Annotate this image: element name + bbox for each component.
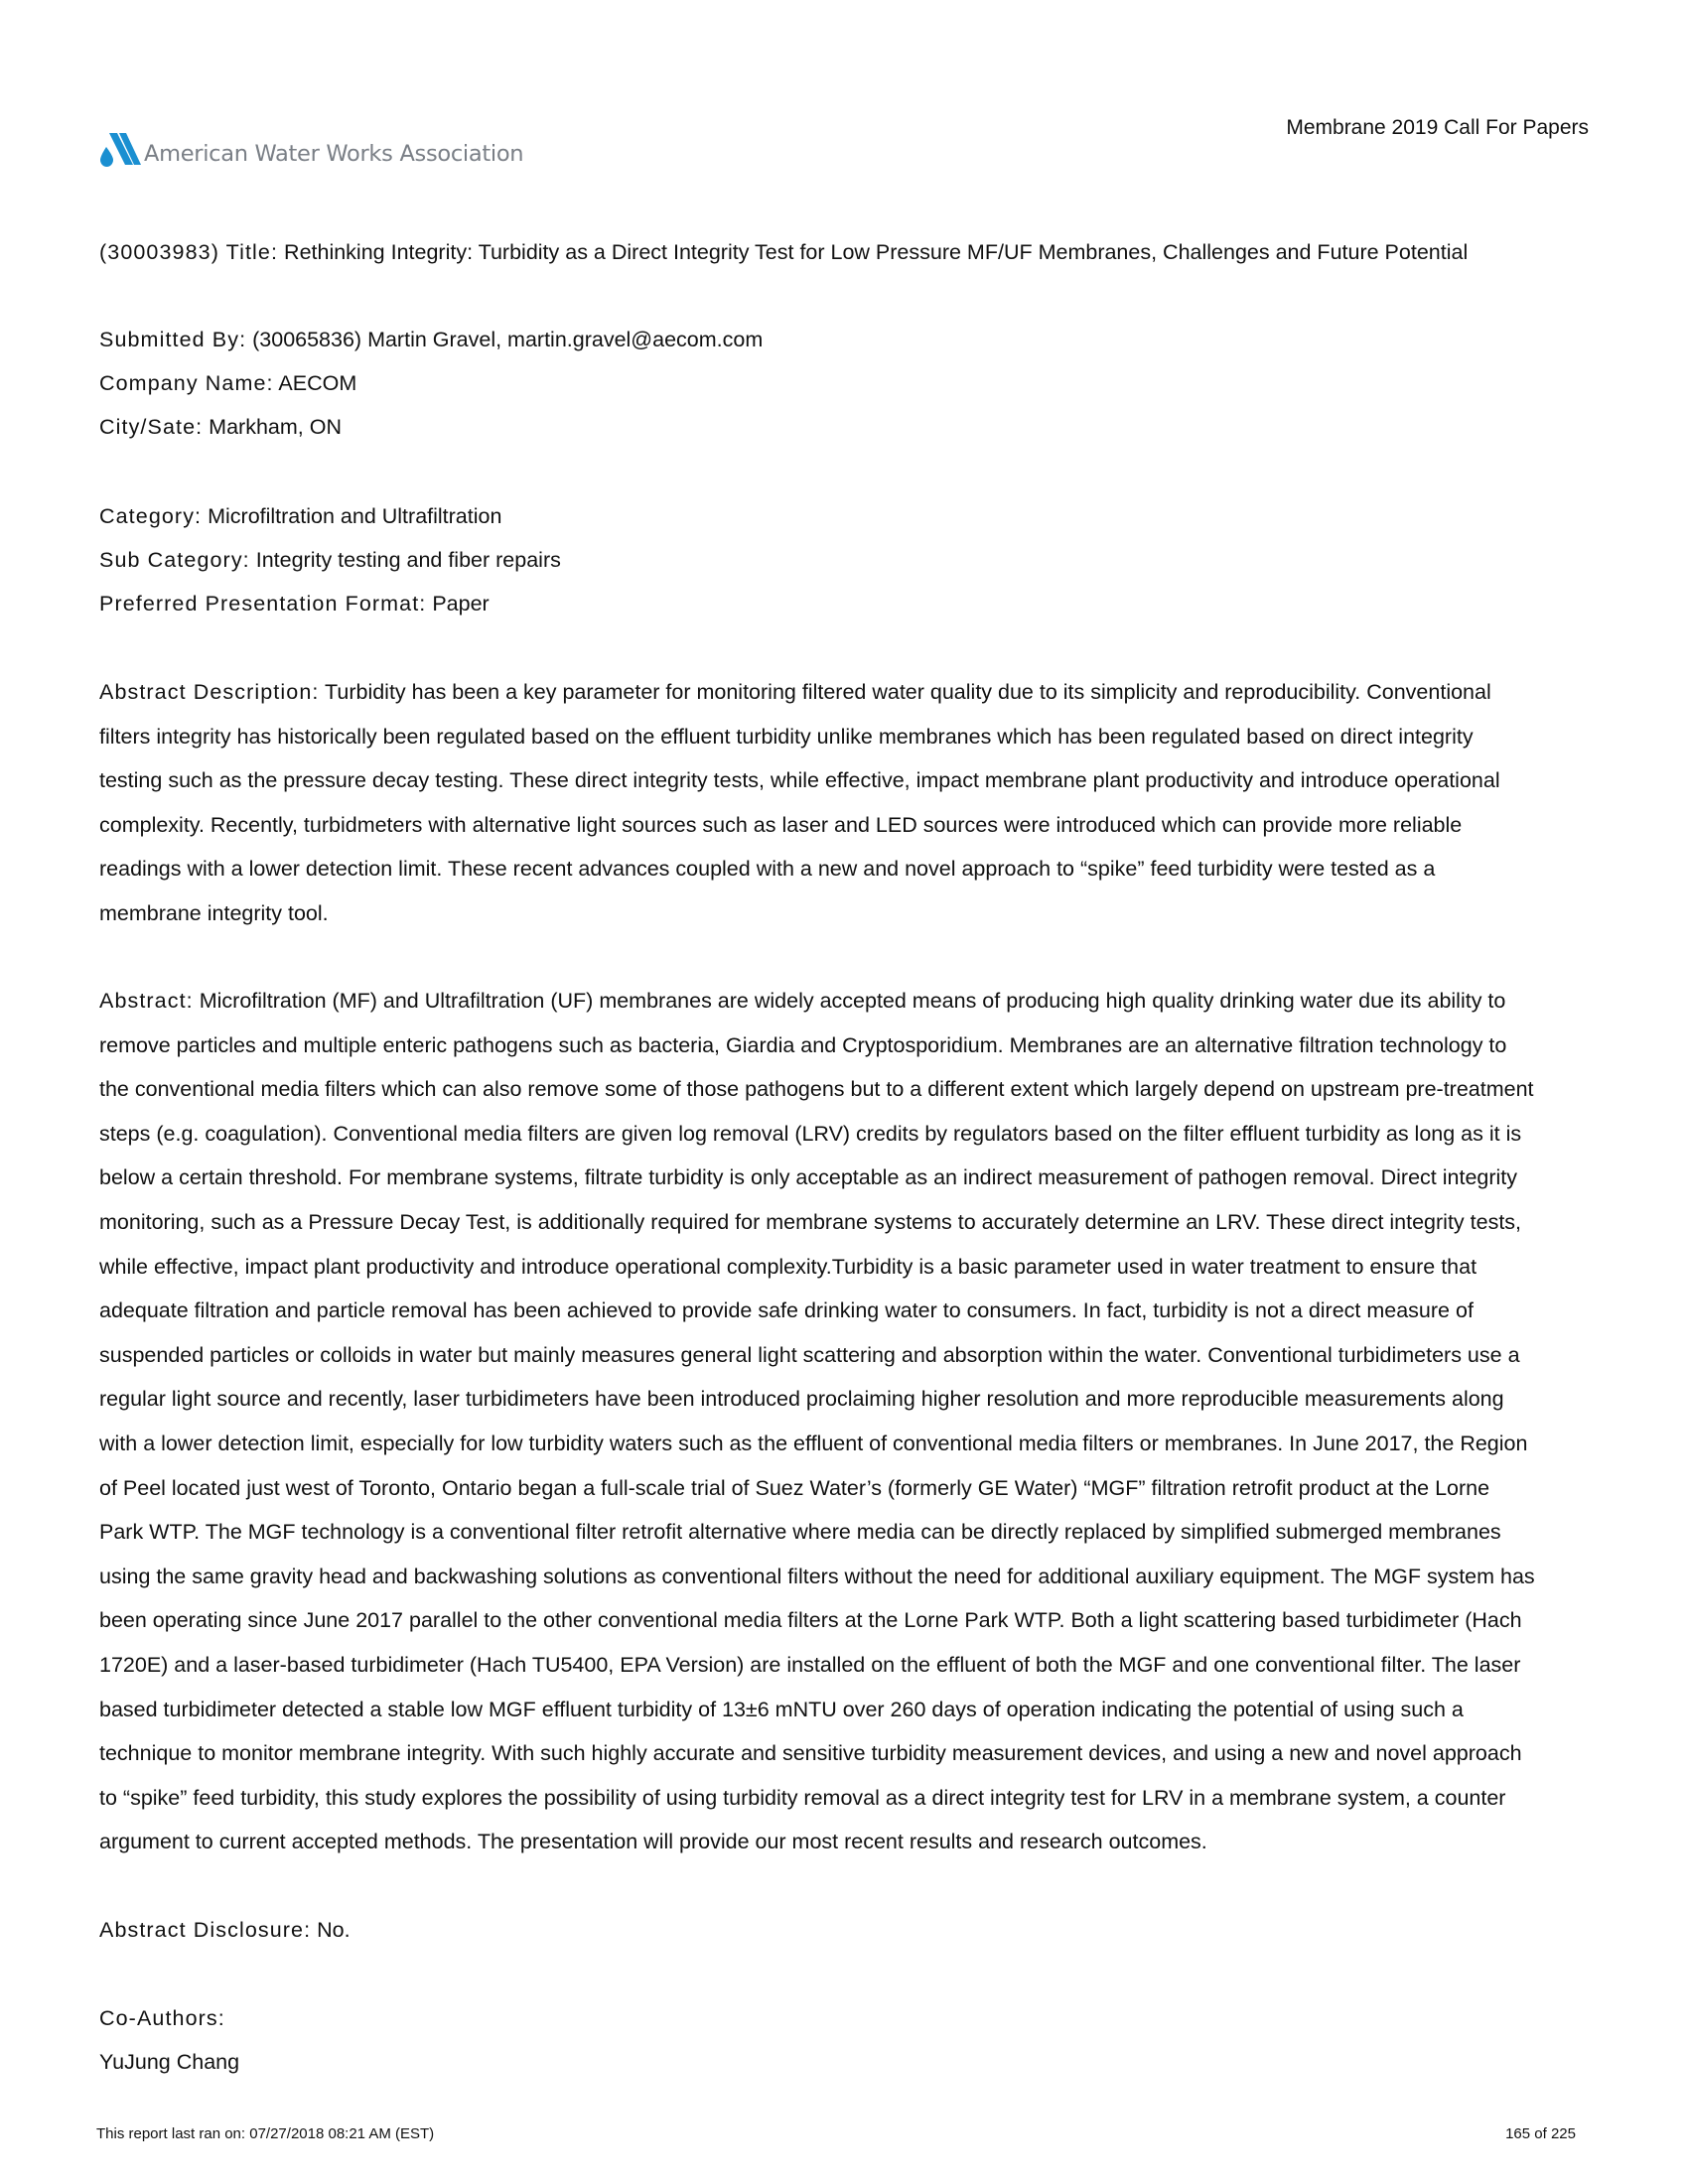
abstract-line: while effective, impact plant productivity and introduce operational complexity.Turbidity is a basic parameter used in water treatment to ensure that <box>99 1254 1477 1279</box>
title-field <box>99 240 1468 264</box>
abstract-line: using the same gravity head and backwashing solutions as conventional filters without the need for additional auxiliary equipment. The MGF system has <box>99 1564 1535 1588</box>
abstract-description-line: testing such as the pressure decay testing. These direct integrity tests, while effective, impact membrane plant productivity and introduce operational <box>99 768 1500 793</box>
city-field <box>99 415 342 439</box>
abstract-description-line: membrane integrity tool. <box>99 900 329 925</box>
call-title: Membrane 2019 Call For Papers <box>1286 116 1589 139</box>
title-label: (30003983) Title: <box>99 240 279 264</box>
abstract-description-line: Abstract Description: Turbidity has been a key parameter for monitoring filtered water quality due to its simplicity and reproducibility. Conventional <box>99 680 1491 704</box>
abstract-line: Park WTP. The MGF technology is a conventional filter retrofit alternative where media can be directly replaced by simplified submerged membranes <box>99 1520 1501 1545</box>
abstract-description-line: readings with a lower detection limit. These recent advances coupled with a new and novel approach to “spike” feed turbidity were tested as a <box>99 857 1436 882</box>
abstract-line: adequate filtration and particle removal has been achieved to provide safe drinking water to consumers. In fact, turbidity is not a direct measure of <box>99 1298 1474 1323</box>
submitted-by-field <box>99 328 763 351</box>
abstract-description <box>99 670 1599 936</box>
disclosure-field <box>99 1918 351 1942</box>
abstract-line: argument to current accepted methods. The presentation will provide our most recent results and research outcomes. <box>99 1830 1207 1854</box>
abstract-line: regular light source and recently, laser turbidimeters have been introduced proclaiming higher resolution and more reproducible measurements along <box>99 1387 1504 1412</box>
page-number: 165 of 225 <box>1505 2125 1576 2142</box>
submitted-by-value: (30065836) Martin Gravel, martin.gravel@aecom.com <box>246 328 764 351</box>
abstract-line: monitoring, such as a Pressure Decay Test, is additionally required for membrane systems to accurately determine an LRV. These direct integrity tests, <box>99 1209 1522 1234</box>
abstract <box>99 979 1599 1864</box>
submitted-by-label: Submitted By: <box>99 328 247 351</box>
abstract-label: Abstract: <box>99 989 194 1013</box>
awwa-logo <box>99 127 523 169</box>
abstract-description-label: Abstract Description: <box>99 680 320 704</box>
report-timestamp: This report last ran on: 07/27/2018 08:21 AM (EST) <box>96 2125 435 2142</box>
abstract-line: steps (e.g. coagulation). Conventional media filters are given log removal (LRV) credits by regulators based on the filter effluent turbidity as long as it is <box>99 1121 1522 1146</box>
presentation-format-value: Paper <box>426 592 490 615</box>
category-label: Category: <box>99 504 203 528</box>
abstract-line: Abstract: Microfiltration (MF) and Ultrafiltration (UF) membranes are widely accepted means of producing high quality drinking water due its ability to <box>99 989 1506 1013</box>
category-field <box>99 504 501 528</box>
abstract-line: been operating since June 2017 parallel to the other conventional media filters at the Lorne Park WTP. Both a light scattering based turbidimeter (Hach <box>99 1608 1522 1633</box>
subcategory-value: Integrity testing and fiber repairs <box>249 548 561 572</box>
subcategory-label: Sub Category: <box>99 548 250 572</box>
abstract-line: to “spike” feed turbidity, this study explores the possibility of using turbidity removal as a direct integrity test for LRV in a membrane system, a counter <box>99 1785 1506 1810</box>
abstract-description-line: complexity. Recently, turbidmeters with alternative light sources such as laser and LED sources were introduced which can provide more reliable <box>99 812 1463 837</box>
disclosure-label: Abstract Disclosure: <box>99 1918 312 1942</box>
company-label: Company Name: <box>99 371 274 395</box>
category-value: Microfiltration and Ultrafiltration <box>202 504 502 528</box>
abstract-line: technique to monitor membrane integrity. With such highly accurate and sensitive turbidity measurement devices, and using a new and novel approach <box>99 1741 1522 1766</box>
title-value: Rethinking Integrity: Turbidity as a Direct Integrity Test for Low Pressure MF/UF Membranes, Challenges and Future Potential <box>278 240 1469 264</box>
abstract-line: the conventional media filters which can also remove some of those pathogens but to a different extent which largely depend on upstream pre-treatment <box>99 1077 1534 1102</box>
disclosure-value: No. <box>311 1918 351 1942</box>
coauthors-label: Co-Authors: <box>99 2006 225 2030</box>
awwa-logo-mark-icon <box>99 133 141 169</box>
coauthor-name: YuJung Chang <box>99 2050 240 2074</box>
presentation-format-label: Preferred Presentation Format: <box>99 592 427 615</box>
presentation-format-field <box>99 592 490 615</box>
abstract-line: remove particles and multiple enteric pathogens such as bacteria, Giardia and Cryptosporidium. Membranes are an alternative filtration technology to <box>99 1032 1507 1057</box>
city-value: Markham, ON <box>203 415 342 439</box>
abstract-line: with a lower detection limit, especially for low turbidity waters such as the effluent of conventional media filters or membranes. In June 2017, the Region <box>99 1431 1528 1455</box>
abstract-line: suspended particles or colloids in water but mainly measures general light scattering and absorption within the water. Conventional turbidimeters use a <box>99 1342 1520 1367</box>
organization-name: American Water Works Association <box>144 140 524 167</box>
city-label: City/Sate: <box>99 415 204 439</box>
company-value: AECOM <box>273 371 357 395</box>
abstract-line: of Peel located just west of Toronto, Ontario began a full-scale trial of Suez Water’s (formerly GE Water) “MGF” filtration retrofit product at the Lorne <box>99 1475 1490 1500</box>
abstract-line: based turbidimeter detected a stable low MGF effluent turbidity of 13±6 mNTU over 260 days of operation indicating the potential of using such a <box>99 1697 1464 1721</box>
abstract-description-line: filters integrity has historically been regulated based on the effluent turbidity unlike membranes which has been regulated based on direct integrity <box>99 724 1474 749</box>
abstract-line: below a certain threshold. For membrane systems, filtrate turbidity is only acceptable as an indirect measurement of pathogen removal. Direct integrity <box>99 1165 1518 1190</box>
abstract-line: 1720E) and a laser-based turbidimeter (Hach TU5400, EPA Version) are installed on the effluent of both the MGF and one conventional filter. The laser <box>99 1652 1521 1677</box>
company-field <box>99 371 356 395</box>
subcategory-field <box>99 548 561 572</box>
